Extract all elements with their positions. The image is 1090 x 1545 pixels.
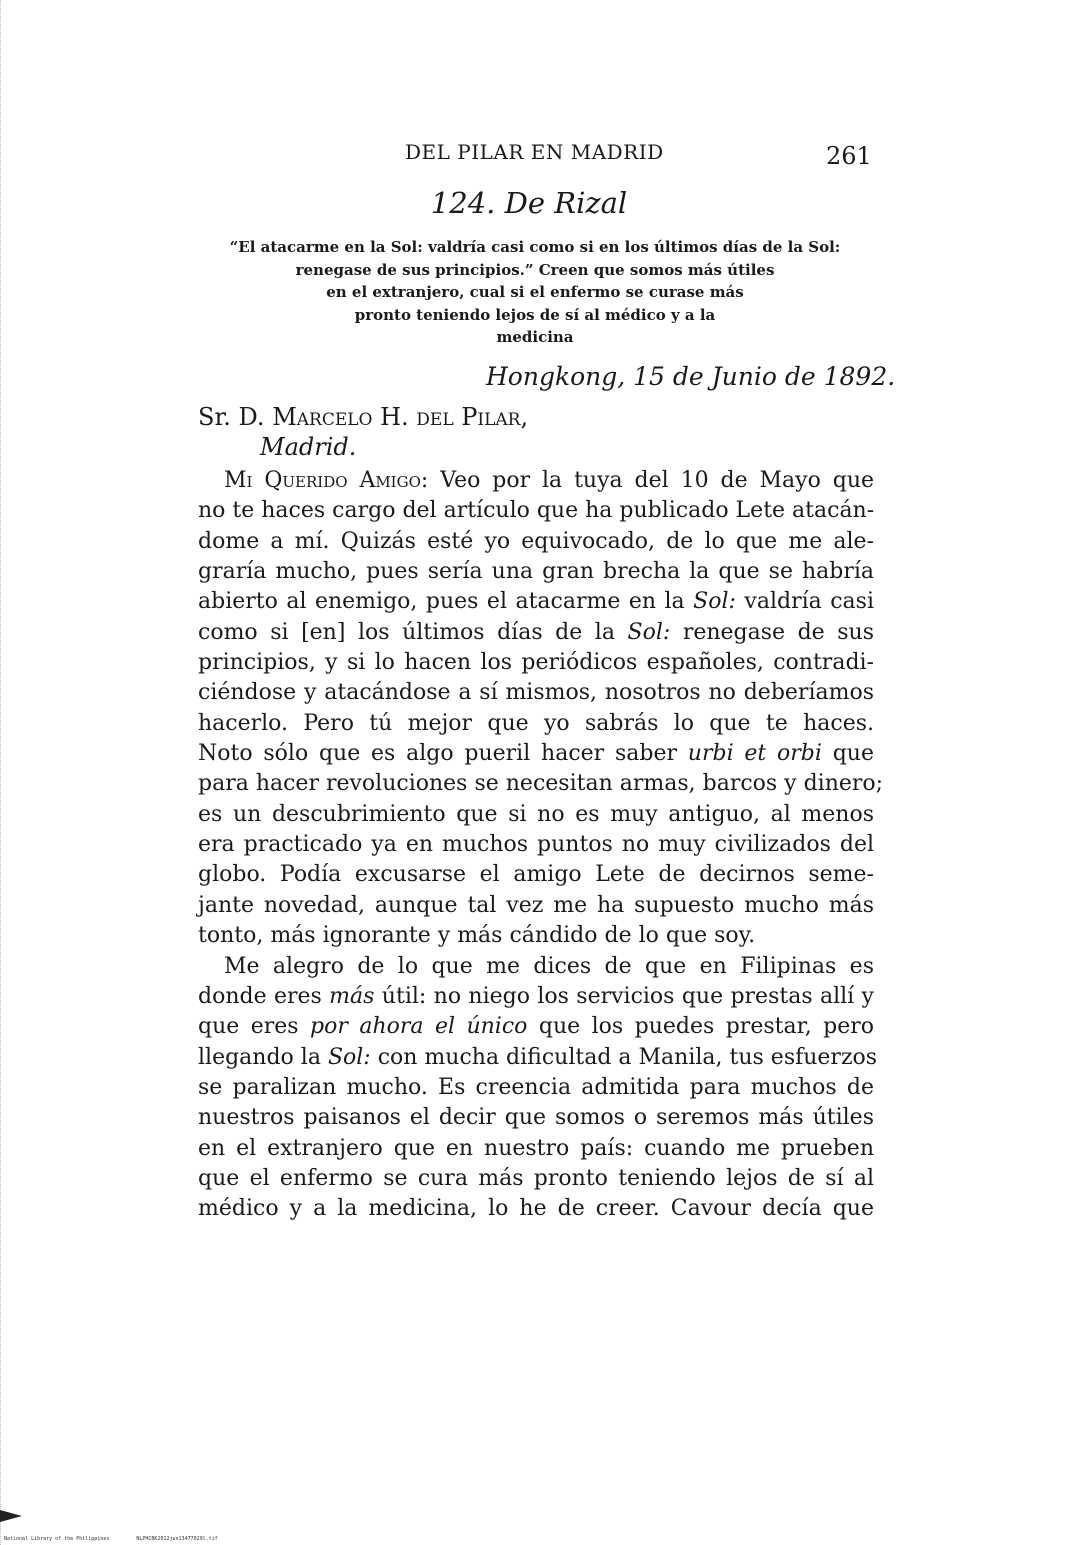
- addressee-prefix: Sr. D.: [198, 403, 273, 431]
- body-line: no te haces cargo del artículo que ha publicado Lete atacán-: [198, 498, 875, 524]
- body-line: nuestros paisanos el decir que somos o seremos más útiles: [198, 1105, 874, 1131]
- body-line: Mi Querido Amigo: Veo por la tuya del 10 de Mayo que: [224, 468, 875, 493]
- body-line: principios, y si lo hacen los periódicos españoles, contradi-: [198, 650, 874, 676]
- footer-file-id: NLPHCBK2012jun13477029l.tif: [136, 1536, 218, 1542]
- summary-line: en el extranjero, cual si el enfermo se curase más: [326, 283, 744, 301]
- letter-body: [198, 466, 884, 1225]
- addressee: [198, 402, 528, 462]
- body-line: tonto, más ignorante y más cándido de lo que soy.: [198, 923, 756, 949]
- addressee-city: Madrid.: [260, 433, 357, 461]
- italic-por-ahora: por ahora el único: [310, 1014, 528, 1040]
- body-line: en el extranjero que en nuestro país: cuando me prueben: [198, 1135, 874, 1161]
- scan-binding-edge: [0, 0, 9, 1545]
- body-line: ciéndose y atacándose a sí mismos, nosotros no deberíamos: [198, 680, 874, 706]
- body-line: para hacer revoluciones se necesitan armas, barcos y dinero;: [198, 771, 884, 797]
- body-line: que el enfermo se cura más pronto teniendo lejos de sí al: [198, 1165, 874, 1191]
- body-line: dome a mí. Quizás esté yo equivocado, de lo que me ale-: [198, 528, 874, 554]
- summary-line: pronto teniendo lejos de sí al médico y a la: [354, 305, 716, 324]
- body-line: llegando la Sol: con mucha dificultad a Manila, tus esfuerzos: [198, 1044, 878, 1070]
- summary-line: “El atacarme en la Sol: valdría casi como si en los últimos días de la Sol:: [229, 238, 841, 256]
- addressee-name: Marcelo H. del Pilar: [272, 403, 521, 431]
- body-line: graría mucho, pues sería una gran brecha la que se habría: [198, 559, 874, 585]
- body-line: jante novedad, aunque tal vez me ha supuesto mucho más: [198, 892, 874, 918]
- scan-footer: [4, 1536, 242, 1542]
- body-line: Me alegro de lo que me dices de que en Filipinas es: [224, 953, 874, 979]
- letter-title: 124. De Rizal: [430, 186, 628, 220]
- body-line: médico y a la medicina, lo he de creer. Cavour decía que: [198, 1196, 874, 1222]
- body-line: como si [en] los últimos días de la Sol: renegase de sus: [198, 619, 874, 645]
- body-line: era practicado ya en muchos puntos no muy civilizados del: [198, 832, 874, 858]
- addressee-suffix: ,: [520, 403, 529, 431]
- body-line: abierto al enemigo, pues el atacarme en la Sol: valdría casi: [198, 589, 874, 615]
- scan-corner-mark: [0, 1510, 22, 1522]
- body-line: que eres por ahora el único que los puedes prestar, pero: [198, 1014, 874, 1040]
- page-number: 261: [826, 142, 872, 170]
- italic-sol: Sol:: [693, 589, 736, 615]
- body-line: se paralizan mucho. Es creencia admitida para muchos de: [198, 1074, 874, 1100]
- italic-urbi-et-orbi: urbi et orbi: [687, 741, 822, 767]
- body-line: es un descubrimiento que si no es muy antiguo, al menos: [198, 801, 874, 827]
- italic-sol: Sol:: [627, 619, 671, 645]
- body-line: hacerlo. Pero tú mejor que yo sabrás lo que te haces.: [198, 710, 874, 736]
- letter-summary: [195, 236, 875, 349]
- running-head: DEL PILAR EN MADRID: [405, 140, 664, 164]
- summary-line: medicina: [496, 328, 574, 346]
- salutation: Mi Querido Amigo: [224, 468, 421, 493]
- italic-sol: Sol:: [327, 1044, 371, 1070]
- footer-library: National Library of the Philippines: [4, 1536, 110, 1542]
- summary-line: renegase de sus principios.” Creen que somos más útiles: [295, 260, 775, 279]
- italic-mas: más: [329, 983, 375, 1009]
- place-date: Hongkong, 15 de Junio de 1892.: [486, 362, 896, 391]
- body-line: donde eres más útil: no niego los servicios que prestas allí y: [198, 983, 874, 1009]
- body-line: globo. Podía excusarse el amigo Lete de decirnos seme-: [198, 862, 874, 888]
- body-line: Noto sólo que es algo pueril hacer saber urbi et orbi que: [198, 741, 874, 767]
